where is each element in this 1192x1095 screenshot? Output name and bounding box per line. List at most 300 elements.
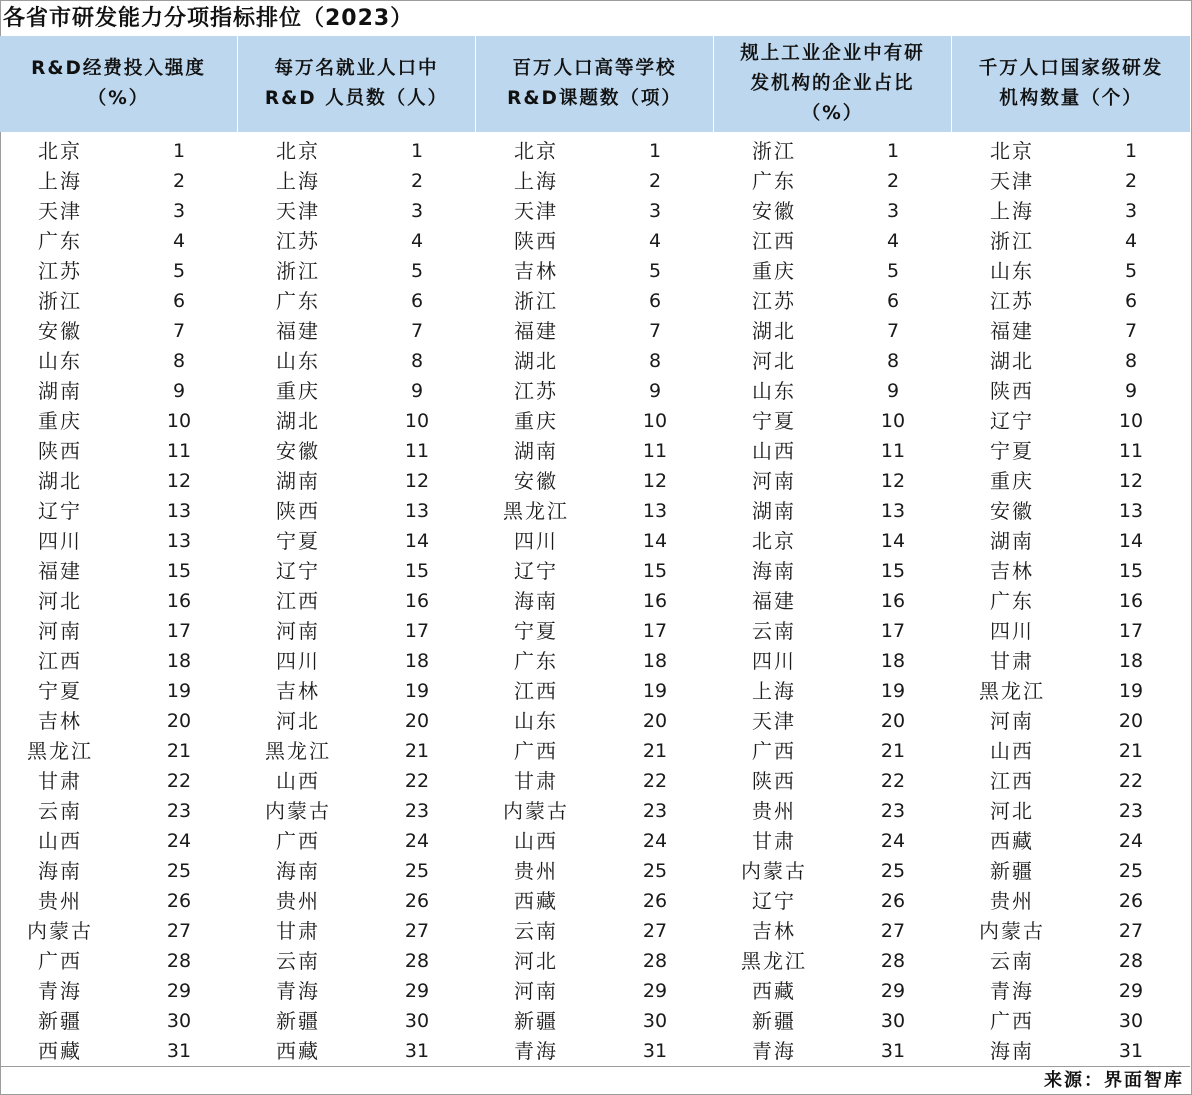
rank-value: 21 [166, 740, 192, 762]
table-row [0, 676, 1190, 706]
province-name: 江苏 [990, 289, 1034, 313]
province-name: 吉林 [514, 259, 558, 283]
rank-value: 1 [410, 140, 424, 162]
rank-value: 25 [642, 860, 668, 882]
rank-value: 9 [886, 380, 900, 402]
rank-value: 30 [880, 1010, 906, 1032]
province-name: 黑龙江 [979, 679, 1045, 703]
province-name: 海南 [276, 859, 320, 883]
rank-value: 3 [172, 200, 186, 222]
province-name: 浙江 [990, 229, 1034, 253]
rank-value: 14 [1118, 530, 1144, 552]
province-name: 黑龙江 [27, 739, 93, 763]
rank-value: 1 [1124, 140, 1138, 162]
rank-value: 28 [166, 950, 192, 972]
rank-value: 16 [880, 590, 906, 612]
table-row [0, 616, 1190, 646]
rank-value: 13 [166, 500, 192, 522]
column-header [238, 36, 476, 132]
province-name: 宁夏 [38, 679, 82, 703]
province-name: 北京 [514, 139, 558, 163]
province-name: 河南 [990, 709, 1034, 733]
province-name: 山东 [38, 349, 82, 373]
province-name: 辽宁 [276, 559, 320, 583]
rank-value: 6 [1124, 290, 1138, 312]
rank-value: 11 [166, 440, 192, 462]
rank-value: 31 [642, 1040, 668, 1062]
province-name: 天津 [752, 709, 796, 733]
column-header-label: 百万人口高等学校 R&D课题数（项） [507, 58, 682, 109]
province-name: 江苏 [514, 379, 558, 403]
rank-value: 8 [648, 350, 662, 372]
rank-value: 22 [880, 770, 906, 792]
footer-divider [0, 1066, 1190, 1067]
province-name: 福建 [276, 319, 320, 343]
rank-value: 25 [1118, 860, 1144, 882]
rank-value: 24 [642, 830, 668, 852]
province-name: 北京 [990, 139, 1034, 163]
rank-value: 18 [880, 650, 906, 672]
table-row [0, 406, 1190, 436]
rank-value: 7 [410, 320, 424, 342]
table-row [0, 226, 1190, 256]
province-name: 黑龙江 [503, 499, 569, 523]
province-name: 四川 [990, 619, 1034, 643]
rank-value: 4 [648, 230, 662, 252]
province-name: 海南 [752, 559, 796, 583]
rank-value: 12 [642, 470, 668, 492]
column-header-label: R&D经费投入强度 （%） [31, 58, 206, 109]
province-name: 河北 [752, 349, 796, 373]
rank-value: 30 [642, 1010, 668, 1032]
province-name: 吉林 [990, 559, 1034, 583]
rank-value: 8 [886, 350, 900, 372]
table-row [0, 886, 1190, 916]
rank-value: 23 [404, 800, 430, 822]
rank-value: 20 [642, 710, 668, 732]
table-row [0, 706, 1190, 736]
rank-value: 6 [886, 290, 900, 312]
table-row [0, 976, 1190, 1006]
rank-value: 5 [886, 260, 900, 282]
rank-value: 21 [404, 740, 430, 762]
rank-value: 23 [1118, 800, 1144, 822]
table-row [0, 646, 1190, 676]
rank-value: 24 [880, 830, 906, 852]
rank-value: 15 [642, 560, 668, 582]
province-name: 湖南 [514, 439, 558, 463]
rank-value: 30 [166, 1010, 192, 1032]
rank-value: 4 [1124, 230, 1138, 252]
province-name: 云南 [38, 799, 82, 823]
province-name: 湖南 [276, 469, 320, 493]
province-name: 黑龙江 [741, 949, 807, 973]
rank-value: 28 [404, 950, 430, 972]
rank-value: 28 [880, 950, 906, 972]
table-row [0, 376, 1190, 406]
rank-value: 24 [404, 830, 430, 852]
province-name: 青海 [752, 1039, 796, 1063]
rank-value: 2 [1124, 170, 1138, 192]
rank-value: 28 [1118, 950, 1144, 972]
table-row [0, 256, 1190, 286]
column-header-label: 规上工业企业中有研 发机构的企业占比 （%） [740, 43, 925, 124]
rank-value: 3 [1124, 200, 1138, 222]
province-name: 重庆 [514, 409, 558, 433]
province-name: 湖北 [38, 469, 82, 493]
rank-value: 2 [886, 170, 900, 192]
rank-value: 18 [642, 650, 668, 672]
province-name: 浙江 [276, 259, 320, 283]
rank-value: 24 [166, 830, 192, 852]
rank-value: 14 [404, 530, 430, 552]
province-name: 河北 [990, 799, 1034, 823]
rank-value: 25 [166, 860, 192, 882]
province-name: 广东 [752, 169, 796, 193]
province-name: 北京 [276, 139, 320, 163]
rank-value: 20 [166, 710, 192, 732]
province-name: 河南 [38, 619, 82, 643]
column-header [476, 36, 714, 132]
table-row [0, 196, 1190, 226]
rank-value: 18 [166, 650, 192, 672]
province-name: 宁夏 [514, 619, 558, 643]
rank-value: 14 [880, 530, 906, 552]
rank-value: 7 [1124, 320, 1138, 342]
table-row [0, 826, 1190, 856]
province-name: 云南 [990, 949, 1034, 973]
province-name: 北京 [752, 529, 796, 553]
province-name: 青海 [514, 1039, 558, 1063]
province-name: 陕西 [514, 229, 558, 253]
table-row [0, 1006, 1190, 1036]
province-name: 西藏 [38, 1039, 82, 1063]
rank-value: 26 [1118, 890, 1144, 912]
table-row [0, 346, 1190, 376]
province-name: 福建 [38, 559, 82, 583]
province-name: 上海 [514, 169, 558, 193]
province-name: 北京 [38, 139, 82, 163]
rank-value: 7 [648, 320, 662, 342]
rank-value: 18 [404, 650, 430, 672]
province-name: 河南 [752, 469, 796, 493]
province-name: 新疆 [514, 1009, 558, 1033]
province-name: 贵州 [276, 889, 320, 913]
column-header-label: 每万名就业人口中 R&D 人员数（人） [264, 58, 449, 109]
province-name: 内蒙古 [979, 919, 1045, 943]
province-name: 海南 [514, 589, 558, 613]
rank-value: 2 [172, 170, 186, 192]
rank-value: 25 [404, 860, 430, 882]
province-name: 湖北 [752, 319, 796, 343]
province-name: 重庆 [990, 469, 1034, 493]
province-name: 陕西 [276, 499, 320, 523]
rank-value: 8 [410, 350, 424, 372]
rank-value: 27 [166, 920, 192, 942]
rank-value: 23 [166, 800, 192, 822]
rank-value: 21 [642, 740, 668, 762]
column-header [0, 36, 238, 132]
province-name: 山西 [990, 739, 1034, 763]
province-name: 湖北 [514, 349, 558, 373]
province-name: 四川 [276, 649, 320, 673]
rank-value: 22 [166, 770, 192, 792]
rank-value: 17 [166, 620, 192, 642]
province-name: 天津 [276, 199, 320, 223]
rank-value: 15 [404, 560, 430, 582]
rank-value: 27 [1118, 920, 1144, 942]
province-name: 贵州 [514, 859, 558, 883]
rank-value: 17 [880, 620, 906, 642]
table-row [0, 436, 1190, 466]
rank-value: 7 [172, 320, 186, 342]
rank-value: 6 [410, 290, 424, 312]
province-name: 湖南 [990, 529, 1034, 553]
province-name: 江西 [514, 679, 558, 703]
table-row [0, 136, 1190, 166]
province-name: 甘肃 [38, 769, 82, 793]
rank-value: 13 [404, 500, 430, 522]
rank-value: 5 [648, 260, 662, 282]
province-name: 重庆 [752, 259, 796, 283]
province-name: 辽宁 [752, 889, 796, 913]
province-name: 山西 [276, 769, 320, 793]
rank-value: 30 [1118, 1010, 1144, 1032]
table-row [0, 556, 1190, 586]
province-name: 宁夏 [752, 409, 796, 433]
rank-value: 10 [1118, 410, 1144, 432]
province-name: 湖南 [38, 379, 82, 403]
rank-value: 16 [1118, 590, 1144, 612]
rank-value: 20 [1118, 710, 1144, 732]
province-name: 江苏 [38, 259, 82, 283]
rank-value: 22 [404, 770, 430, 792]
province-name: 江苏 [752, 289, 796, 313]
province-name: 云南 [276, 949, 320, 973]
province-name: 江西 [752, 229, 796, 253]
province-name: 西藏 [752, 979, 796, 1003]
rank-value: 20 [880, 710, 906, 732]
rank-value: 4 [886, 230, 900, 252]
province-name: 青海 [990, 979, 1034, 1003]
province-name: 西藏 [990, 829, 1034, 853]
province-name: 湖北 [990, 349, 1034, 373]
rank-value: 13 [642, 500, 668, 522]
rank-value: 30 [404, 1010, 430, 1032]
province-name: 海南 [990, 1039, 1034, 1063]
rank-value: 1 [648, 140, 662, 162]
province-name: 甘肃 [276, 919, 320, 943]
rank-value: 4 [172, 230, 186, 252]
province-name: 内蒙古 [27, 919, 93, 943]
rank-value: 9 [1124, 380, 1138, 402]
rank-value: 19 [166, 680, 192, 702]
rank-value: 3 [886, 200, 900, 222]
province-name: 重庆 [276, 379, 320, 403]
province-name: 内蒙古 [503, 799, 569, 823]
rank-value: 5 [410, 260, 424, 282]
province-name: 辽宁 [990, 409, 1034, 433]
rank-value: 26 [642, 890, 668, 912]
table-row [0, 166, 1190, 196]
province-name: 广东 [276, 289, 320, 313]
rank-value: 14 [642, 530, 668, 552]
rank-value: 23 [642, 800, 668, 822]
rank-value: 17 [404, 620, 430, 642]
province-name: 新疆 [752, 1009, 796, 1033]
province-name: 广西 [752, 739, 796, 763]
province-name: 甘肃 [514, 769, 558, 793]
rank-value: 20 [404, 710, 430, 732]
province-name: 上海 [752, 679, 796, 703]
rank-value: 16 [166, 590, 192, 612]
province-name: 天津 [38, 199, 82, 223]
rank-value: 10 [642, 410, 668, 432]
rank-value: 22 [642, 770, 668, 792]
table-row [0, 586, 1190, 616]
province-name: 江西 [276, 589, 320, 613]
source-note: 来源：界面智库 [1044, 1070, 1184, 1091]
table-row [0, 286, 1190, 316]
rank-value: 31 [1118, 1040, 1144, 1062]
table-row [0, 316, 1190, 346]
province-name: 贵州 [990, 889, 1034, 913]
rank-value: 11 [642, 440, 668, 462]
rank-value: 15 [1118, 560, 1144, 582]
province-name: 湖南 [752, 499, 796, 523]
province-name: 山东 [752, 379, 796, 403]
rank-value: 6 [172, 290, 186, 312]
province-name: 吉林 [38, 709, 82, 733]
page-title: 各省市研发能力分项指标排位（2023） [3, 6, 414, 31]
province-name: 山东 [514, 709, 558, 733]
table-row [0, 526, 1190, 556]
province-name: 陕西 [752, 769, 796, 793]
province-name: 内蒙古 [265, 799, 331, 823]
rank-value: 10 [404, 410, 430, 432]
province-name: 河北 [38, 589, 82, 613]
rank-value: 29 [1118, 980, 1144, 1002]
province-name: 江西 [990, 769, 1034, 793]
province-name: 宁夏 [276, 529, 320, 553]
province-name: 安徽 [752, 199, 796, 223]
table-row [0, 496, 1190, 526]
rank-value: 13 [1118, 500, 1144, 522]
rank-value: 9 [410, 380, 424, 402]
province-name: 安徽 [514, 469, 558, 493]
province-name: 广东 [514, 649, 558, 673]
rank-value: 1 [172, 140, 186, 162]
province-name: 新疆 [276, 1009, 320, 1033]
rank-value: 9 [172, 380, 186, 402]
rank-value: 18 [1118, 650, 1144, 672]
province-name: 河北 [514, 949, 558, 973]
rank-value: 28 [642, 950, 668, 972]
province-name: 云南 [514, 919, 558, 943]
rank-value: 2 [648, 170, 662, 192]
province-name: 青海 [38, 979, 82, 1003]
column-header-label: 千万人口国家级研发 机构数量（个） [978, 58, 1164, 109]
rank-value: 13 [166, 530, 192, 552]
province-name: 西藏 [514, 889, 558, 913]
rank-value: 26 [166, 890, 192, 912]
province-name: 福建 [514, 319, 558, 343]
province-name: 辽宁 [514, 559, 558, 583]
province-name: 安徽 [990, 499, 1034, 523]
province-name: 山东 [990, 259, 1034, 283]
province-name: 江西 [38, 649, 82, 673]
rank-value: 8 [1124, 350, 1138, 372]
province-name: 天津 [514, 199, 558, 223]
rank-value: 6 [648, 290, 662, 312]
rank-value: 23 [880, 800, 906, 822]
province-name: 广东 [38, 229, 82, 253]
rank-value: 27 [404, 920, 430, 942]
rank-value: 11 [1118, 440, 1144, 462]
table-row [0, 736, 1190, 766]
rank-value: 1 [886, 140, 900, 162]
rank-value: 26 [404, 890, 430, 912]
table-row [0, 766, 1190, 796]
rank-value: 19 [642, 680, 668, 702]
province-name: 宁夏 [990, 439, 1034, 463]
province-name: 甘肃 [990, 649, 1034, 673]
rank-value: 17 [642, 620, 668, 642]
rank-value: 29 [880, 980, 906, 1002]
province-name: 辽宁 [38, 499, 82, 523]
province-name: 四川 [752, 649, 796, 673]
province-name: 陕西 [38, 439, 82, 463]
province-name: 上海 [38, 169, 82, 193]
province-name: 贵州 [38, 889, 82, 913]
rank-value: 12 [166, 470, 192, 492]
province-name: 河南 [276, 619, 320, 643]
province-name: 上海 [276, 169, 320, 193]
rank-value: 8 [172, 350, 186, 372]
province-name: 贵州 [752, 799, 796, 823]
province-name: 上海 [990, 199, 1034, 223]
rank-value: 27 [880, 920, 906, 942]
province-name: 浙江 [752, 139, 796, 163]
rank-value: 16 [404, 590, 430, 612]
province-name: 山西 [38, 829, 82, 853]
table-row [0, 856, 1190, 886]
province-name: 安徽 [38, 319, 82, 343]
rank-value: 10 [880, 410, 906, 432]
province-name: 浙江 [38, 289, 82, 313]
rank-value: 12 [1118, 470, 1144, 492]
province-name: 广东 [990, 589, 1034, 613]
column-header [952, 36, 1190, 132]
province-name: 河北 [276, 709, 320, 733]
rank-value: 12 [880, 470, 906, 492]
province-name: 江苏 [276, 229, 320, 253]
province-name: 广西 [990, 1009, 1034, 1033]
province-name: 重庆 [38, 409, 82, 433]
province-name: 安徽 [276, 439, 320, 463]
rank-value: 5 [1124, 260, 1138, 282]
province-name: 云南 [752, 619, 796, 643]
rank-value: 19 [1118, 680, 1144, 702]
rank-value: 25 [880, 860, 906, 882]
table-row [0, 796, 1190, 826]
rank-value: 21 [1118, 740, 1144, 762]
rank-value: 4 [410, 230, 424, 252]
province-name: 广西 [276, 829, 320, 853]
rank-value: 12 [404, 470, 430, 492]
rank-value: 15 [166, 560, 192, 582]
province-name: 吉林 [276, 679, 320, 703]
